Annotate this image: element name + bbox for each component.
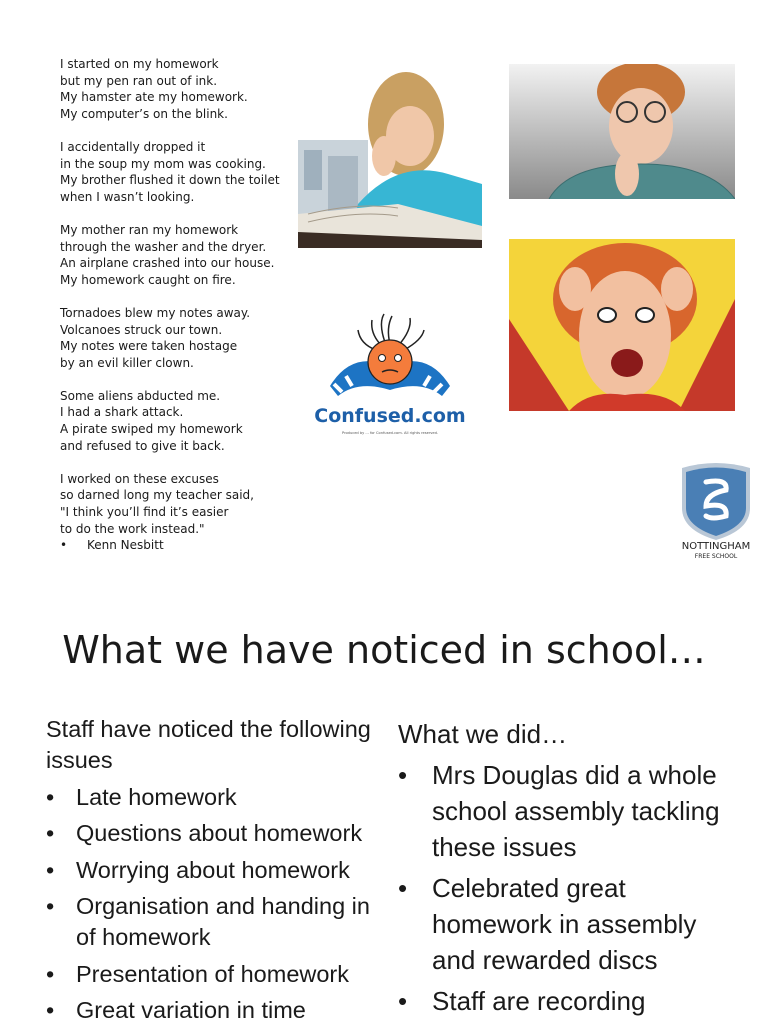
- poem-line: so darned long my teacher said,: [60, 487, 290, 504]
- actions-list: [398, 757, 738, 1019]
- poem-line: I worked on these excuses: [60, 471, 290, 488]
- stanza: [60, 388, 290, 454]
- issues-intro: Staff have noticed the following issues: [46, 714, 386, 776]
- issue-item: • Questions about homework: [46, 818, 386, 849]
- poem-line: My hamster ate my homework.: [60, 89, 290, 106]
- stanza: [60, 222, 290, 288]
- poem: [60, 56, 290, 554]
- poem-line: My notes were taken hostage: [60, 338, 290, 355]
- confused-logo: [312, 310, 468, 438]
- poem-line: I accidentally dropped it: [60, 139, 290, 156]
- poem-line: My homework caught on fire.: [60, 272, 290, 289]
- poem-line: My brother flushed it down the toilet: [60, 172, 290, 189]
- confused-logo-small: Produced by ... for Confused.com. All rights reserved.: [342, 431, 438, 435]
- actions-column: [398, 716, 738, 1019]
- poem-line: Tornadoes blew my notes away.: [60, 305, 290, 322]
- poem-line: but my pen ran out of ink.: [60, 73, 290, 90]
- stanza: [60, 139, 290, 205]
- poem-line: I had a shark attack.: [60, 404, 290, 421]
- stanza: [60, 56, 290, 122]
- poem-line: I started on my homework: [60, 56, 290, 73]
- action-item: • Celebrated great homework in assembly and rewarded discs: [398, 870, 738, 978]
- poem-line: A pirate swiped my homework: [60, 421, 290, 438]
- issue-item: • Worrying about homework: [46, 855, 386, 886]
- studying-girl-photo: [298, 64, 482, 248]
- poem-line: Some aliens abducted me.: [60, 388, 290, 405]
- school-logo-name: NOTTINGHAM: [682, 541, 751, 552]
- stern-teacher-photo: [509, 64, 735, 199]
- stanza: [60, 305, 290, 371]
- poem-line: "I think you’ll find it’s easier: [60, 504, 290, 521]
- noticed-slide: [0, 590, 768, 1024]
- issue-item: • Great variation in time: [46, 995, 386, 1026]
- issues-list: [46, 782, 386, 1026]
- issues-column: [46, 714, 386, 1026]
- action-item: • Mrs Douglas did a whole school assembly tackling these issues: [398, 757, 738, 865]
- stanza: [60, 471, 290, 537]
- poem-line: My mother ran my homework: [60, 222, 290, 239]
- poem-line: in the soup my mom was cooking.: [60, 156, 290, 173]
- poem-line: to do the work instead.": [60, 521, 290, 538]
- school-logo: [672, 460, 760, 564]
- poem-line: Volcanoes struck our town.: [60, 322, 290, 339]
- author-name: Kenn Nesbitt: [87, 538, 164, 552]
- poem-line: and refused to give it back.: [60, 438, 290, 455]
- issue-item: • Presentation of homework: [46, 959, 386, 990]
- poem-line: through the washer and the dryer.: [60, 239, 290, 256]
- actions-intro: What we did…: [398, 716, 738, 752]
- poem-line: by an evil killer clown.: [60, 355, 290, 372]
- issue-item: • Late homework: [46, 782, 386, 813]
- poem-author: • Kenn Nesbitt: [60, 538, 164, 552]
- school-logo-sub: FREE SCHOOL: [695, 553, 738, 560]
- action-item: • Staff are recording: [398, 983, 738, 1019]
- issue-item: • Organisation and handing in of homework: [46, 891, 386, 953]
- screaming-woman-art: [509, 239, 735, 411]
- poem-line: when I wasn’t looking.: [60, 189, 290, 206]
- confused-logo-text: Confused.com: [314, 405, 465, 427]
- poem-line: An airplane crashed into our house.: [60, 255, 290, 272]
- slide-title: What we have noticed in school…: [0, 628, 768, 672]
- poem-line: My computer’s on the blink.: [60, 106, 290, 123]
